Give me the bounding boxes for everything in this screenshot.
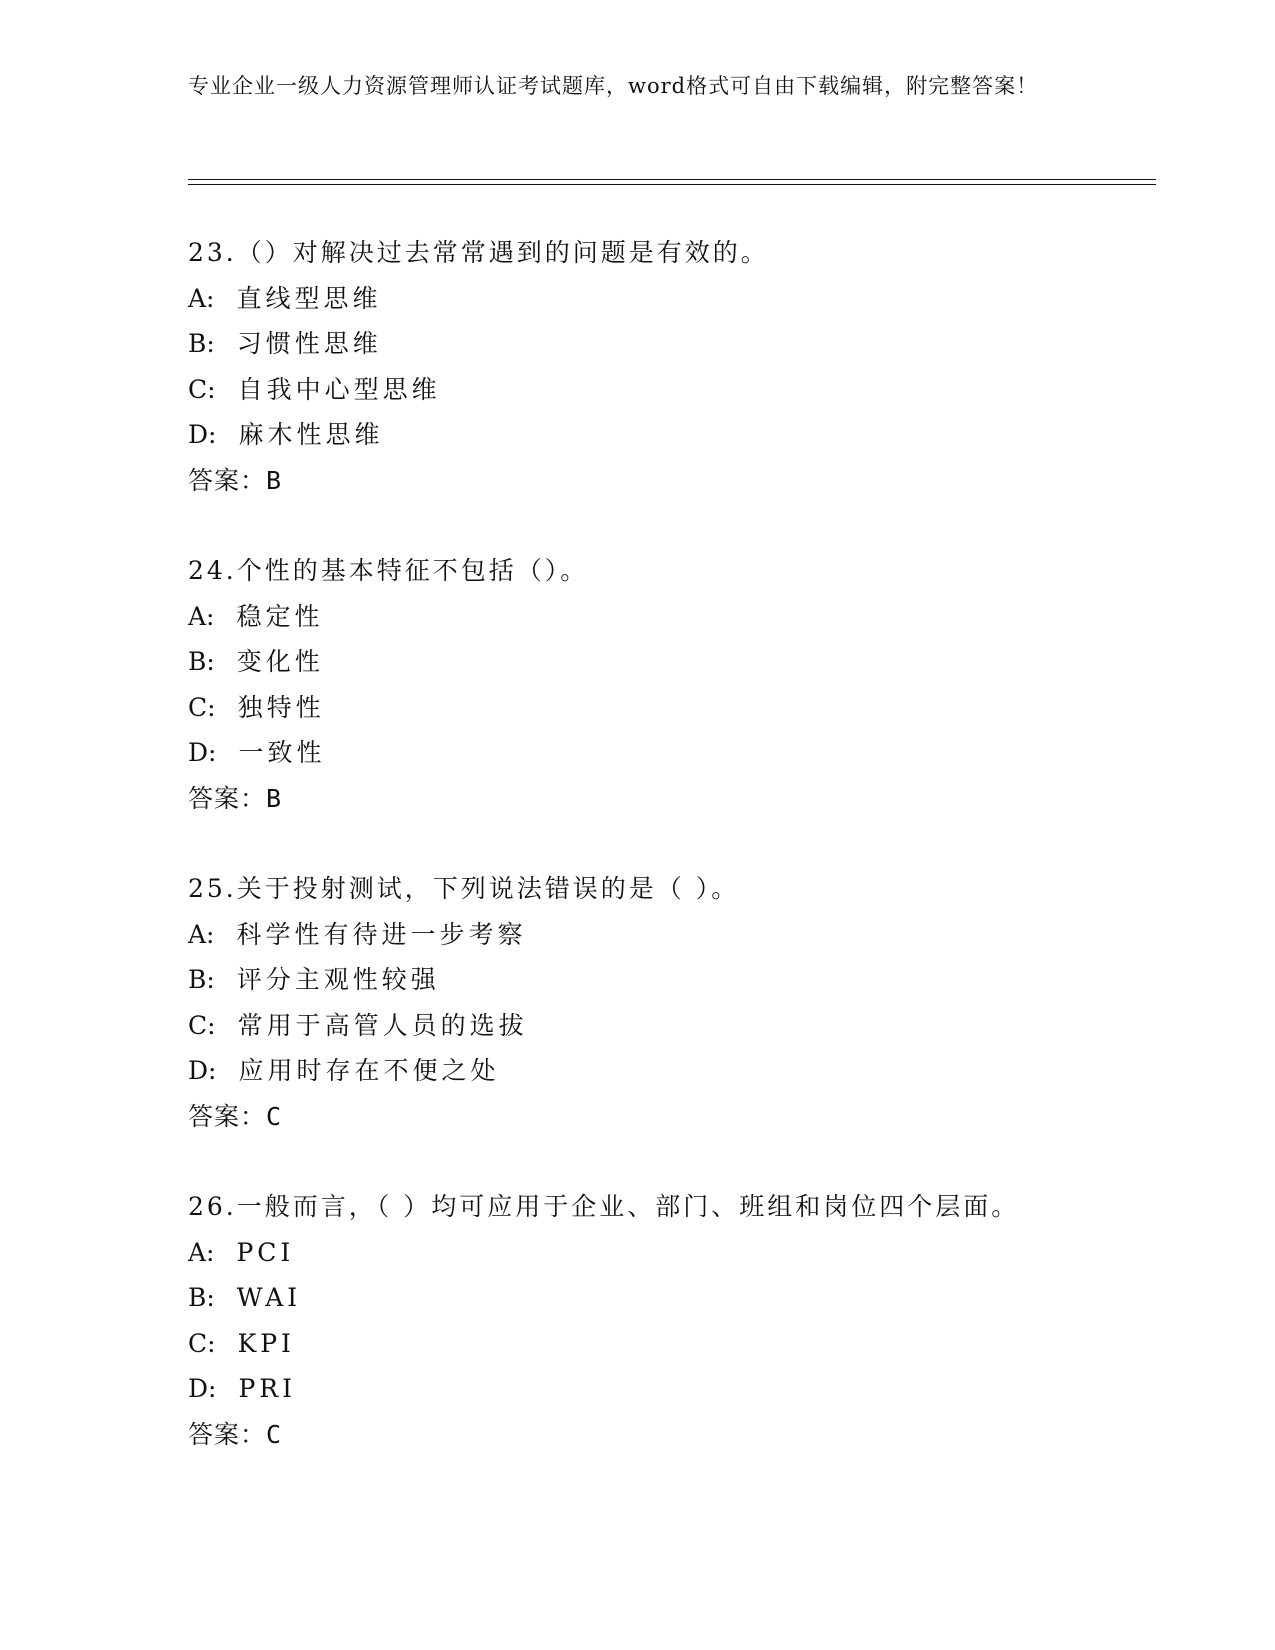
question-24 <box>188 548 1148 821</box>
question-stem: 26.一般而言，（ ）均可应用于企业、部门、班组和岗位四个层面。 <box>188 1192 1020 1221</box>
option-key: C: <box>188 692 216 722</box>
option-key: A: <box>188 283 215 313</box>
option-text: 独特性 <box>237 692 325 722</box>
option-text: 常用于高管人员的选拔 <box>237 1010 528 1040</box>
answer-line <box>188 1412 1148 1458</box>
option-c <box>188 367 1148 413</box>
answer-label: 答案： <box>188 1101 267 1131</box>
option-d <box>188 412 1148 458</box>
answer-value: C <box>266 1419 283 1449</box>
option-key: C: <box>188 1010 216 1040</box>
option-c <box>188 1003 1148 1049</box>
option-key: B: <box>188 329 215 358</box>
header-divider-bottom <box>188 184 1156 185</box>
option-b <box>188 639 1148 685</box>
option-key: A: <box>188 919 215 949</box>
option-key: A: <box>188 601 215 631</box>
option-b <box>188 321 1148 367</box>
option-c <box>188 1321 1148 1367</box>
document-header: 专业企业一级人力资源管理师认证考试题库，word格式可自由下载编辑，附完整答案！ <box>188 74 1039 98</box>
option-text: 习惯性思维 <box>236 329 382 358</box>
option-key: D: <box>188 420 217 449</box>
question-stem: 24.个性的基本特征不包括（）。 <box>188 556 589 585</box>
option-text: 自我中心型思维 <box>237 374 441 404</box>
option-key: A: <box>188 1237 215 1267</box>
question-stem: 25.关于投射测试，下列说法错误的是（ ）。 <box>188 874 740 903</box>
option-text: KPI <box>237 1328 295 1358</box>
option-key: D: <box>188 1056 217 1085</box>
answer-line <box>188 458 1148 504</box>
option-key: B: <box>188 647 215 676</box>
question-23 <box>188 230 1148 503</box>
option-key: C: <box>188 374 216 404</box>
answer-value: C <box>266 1101 283 1131</box>
option-a <box>188 1230 1148 1276</box>
option-d <box>188 1366 1148 1412</box>
header-divider-top <box>188 179 1156 180</box>
question-stem: 23.（）对解决过去常常遇到的问题是有效的。 <box>188 238 769 267</box>
option-text: 评分主观性较强 <box>236 965 440 994</box>
option-key: D: <box>188 1374 217 1403</box>
answer-line <box>188 776 1148 822</box>
option-text: 科学性有待进一步考察 <box>236 919 527 949</box>
option-key: B: <box>188 965 215 994</box>
option-text: 麻木性思维 <box>238 420 384 449</box>
option-text: 一致性 <box>238 738 326 767</box>
answer-label: 答案： <box>188 783 267 813</box>
option-text: PCI <box>236 1237 295 1267</box>
question-25 <box>188 866 1148 1139</box>
answer-value: B <box>266 783 283 813</box>
option-key: D: <box>188 738 217 767</box>
option-text: 变化性 <box>236 647 324 676</box>
option-key: B: <box>188 1283 215 1312</box>
answer-value: B <box>266 465 283 495</box>
option-text: 应用时存在不便之处 <box>238 1056 500 1085</box>
option-b <box>188 957 1148 1003</box>
option-b <box>188 1275 1148 1321</box>
answer-line <box>188 1094 1148 1140</box>
option-text: PRI <box>238 1374 296 1403</box>
option-text: 直线型思维 <box>236 283 382 313</box>
option-text: WAI <box>236 1283 302 1312</box>
answer-label: 答案： <box>188 465 267 495</box>
answer-label: 答案： <box>188 1419 267 1449</box>
option-a <box>188 276 1148 322</box>
option-text: 稳定性 <box>236 601 324 631</box>
option-d <box>188 730 1148 776</box>
option-key: C: <box>188 1328 216 1358</box>
option-a <box>188 594 1148 640</box>
option-d <box>188 1048 1148 1094</box>
option-c <box>188 685 1148 731</box>
question-26 <box>188 1184 1148 1457</box>
option-a <box>188 912 1148 958</box>
